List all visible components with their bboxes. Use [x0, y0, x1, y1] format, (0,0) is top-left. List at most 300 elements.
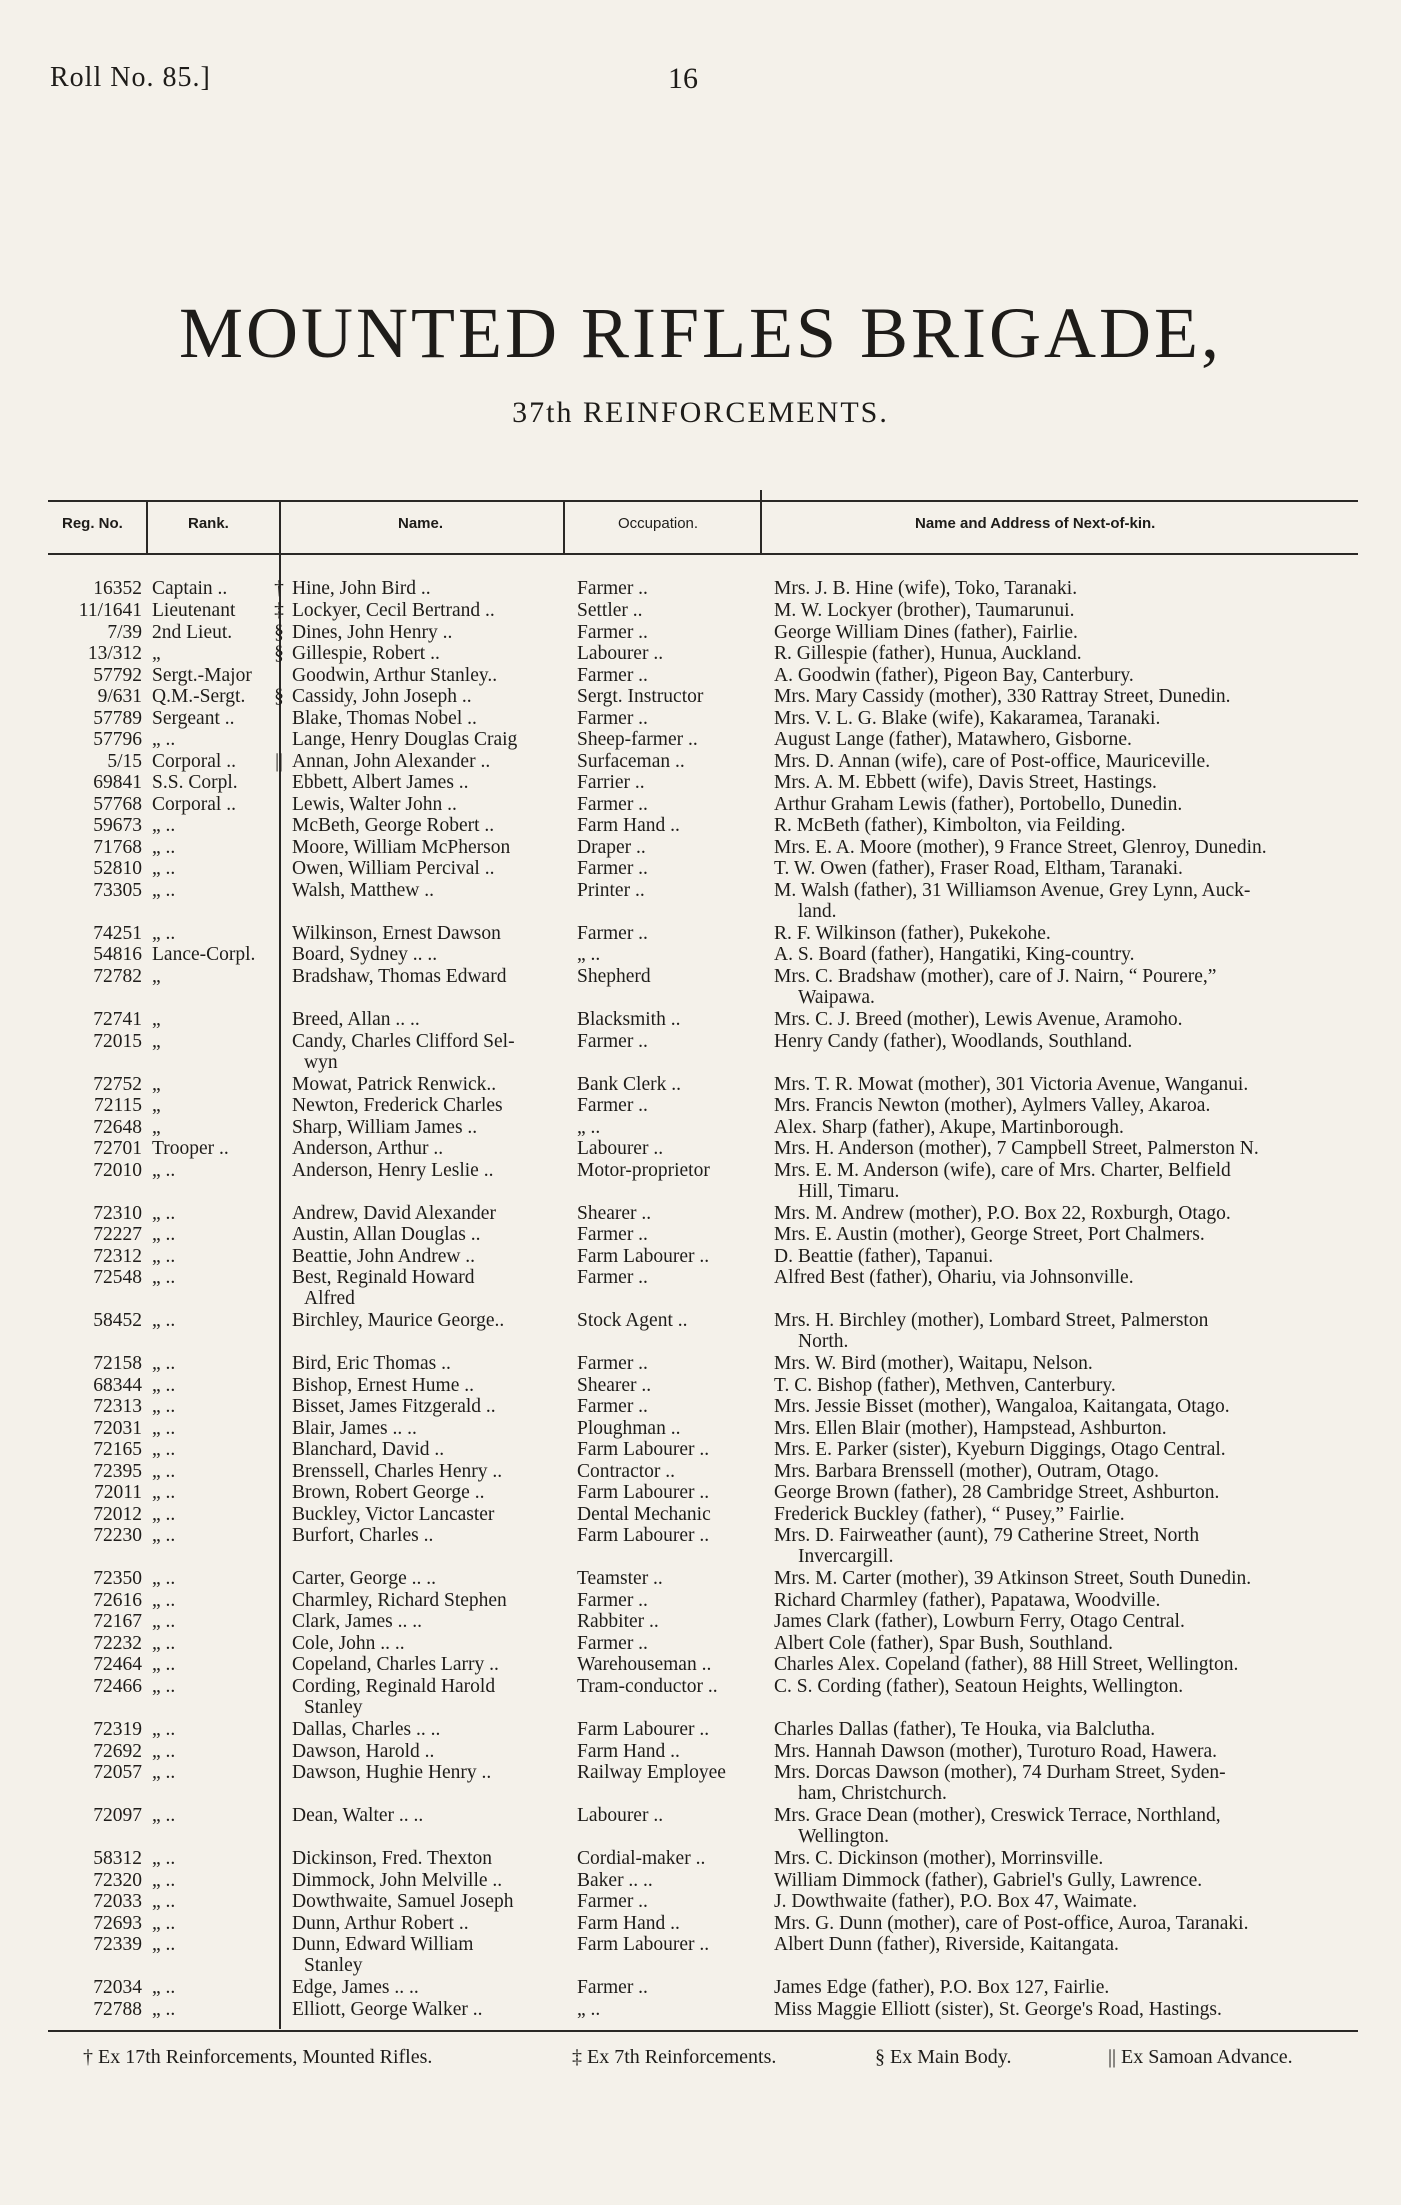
- next-of-kin: Albert Cole (father), Spar Bush, Southland.: [774, 1633, 1114, 1654]
- rank: Q.M.-Sergt.: [152, 686, 246, 707]
- soldier-name-continued: Stanley: [304, 1955, 363, 1976]
- reg-number: 72752: [93, 1074, 142, 1095]
- reg-number: 72158: [93, 1353, 142, 1374]
- next-of-kin: C. S. Cording (father), Seatoun Heights, Wellington.: [774, 1676, 1184, 1697]
- occupation: Farm Labourer ..: [577, 1934, 710, 1955]
- rank: „: [152, 966, 161, 987]
- soldier-name: McBeth, George Robert ..: [292, 815, 495, 836]
- soldier-name: Dallas, Charles .. ..: [292, 1719, 441, 1740]
- rank: „ ..: [152, 1224, 176, 1245]
- next-of-kin: Henry Candy (father), Woodlands, Southland.: [774, 1031, 1133, 1052]
- reg-number: 72310: [93, 1203, 142, 1224]
- soldier-name: Anderson, Arthur ..: [292, 1138, 444, 1159]
- occupation: Farmer ..: [577, 1224, 648, 1245]
- reg-number: 72033: [93, 1891, 142, 1912]
- rank: „: [152, 1074, 161, 1095]
- next-of-kin: Mrs. Ellen Blair (mother), Hampstead, Ashburton.: [774, 1418, 1167, 1439]
- occupation: Sergt. Instructor: [577, 686, 704, 707]
- rank: „ ..: [152, 1891, 176, 1912]
- soldier-name: Dowthwaite, Samuel Joseph: [292, 1891, 514, 1912]
- rank: „ ..: [152, 1870, 176, 1891]
- next-of-kin: Mrs. V. L. G. Blake (wife), Kakaramea, Taranaki.: [774, 708, 1161, 729]
- next-of-kin: A. Goodwin (father), Pigeon Bay, Canterbury.: [774, 665, 1134, 686]
- soldier-name: Dean, Walter .. ..: [292, 1805, 424, 1826]
- soldier-name: Charmley, Richard Stephen: [292, 1590, 507, 1611]
- next-of-kin: Mrs. H. Anderson (mother), 7 Campbell Street, Palmerston N.: [774, 1138, 1259, 1159]
- occupation: Labourer ..: [577, 1138, 664, 1159]
- reg-number: 72011: [93, 1482, 142, 1503]
- next-of-kin: Mrs. H. Birchley (mother), Lombard Street, Palmerston: [774, 1310, 1209, 1331]
- reg-number: 72319: [93, 1719, 142, 1740]
- rank: „ ..: [152, 1848, 176, 1869]
- next-of-kin: Mrs. Francis Newton (mother), Aylmers Valley, Akaroa.: [774, 1095, 1211, 1116]
- reg-number: 57796: [93, 729, 142, 750]
- occupation: Farm Labourer ..: [577, 1719, 710, 1740]
- soldier-name: Brown, Robert George ..: [292, 1482, 485, 1503]
- soldier-name: Burfort, Charles ..: [292, 1525, 434, 1546]
- soldier-name: Sharp, William James ..: [292, 1117, 478, 1138]
- rank: „ ..: [152, 1525, 176, 1546]
- reg-number: 72782: [93, 966, 142, 987]
- reg-number: 72466: [93, 1676, 142, 1697]
- occupation: Farmer ..: [577, 858, 648, 879]
- next-of-kin: Mrs. J. B. Hine (wife), Toko, Taranaki.: [774, 578, 1078, 599]
- note-mark: ‡: [274, 600, 284, 621]
- reg-number: 72693: [93, 1913, 142, 1934]
- soldier-name: Bradshaw, Thomas Edward: [292, 966, 507, 987]
- soldier-name: Anderson, Henry Leslie ..: [292, 1160, 494, 1181]
- rank: Captain ..: [152, 578, 228, 599]
- soldier-name: Clark, James .. ..: [292, 1611, 422, 1632]
- next-of-kin: Richard Charmley (father), Papatawa, Woodville.: [774, 1590, 1161, 1611]
- occupation: Baker .. ..: [577, 1870, 653, 1891]
- reg-number: 57768: [93, 794, 142, 815]
- rank: „ ..: [152, 1375, 176, 1396]
- rank: „ ..: [152, 1203, 176, 1224]
- occupation: Farmer ..: [577, 1031, 648, 1052]
- note-mark: ||: [275, 751, 283, 772]
- rank: „ ..: [152, 1504, 176, 1525]
- rank: „ ..: [152, 1762, 176, 1783]
- reg-number: 72692: [93, 1741, 142, 1762]
- rank: „ ..: [152, 837, 176, 858]
- reg-number: 72616: [93, 1590, 142, 1611]
- rank: „: [152, 643, 161, 664]
- note-mark: §: [274, 622, 284, 643]
- next-of-kin: Mrs. A. M. Ebbett (wife), Davis Street, Hastings.: [774, 772, 1157, 793]
- next-of-kin: Alfred Best (father), Ohariu, via Johnsonville.: [774, 1267, 1134, 1288]
- next-of-kin: R. F. Wilkinson (father), Pukekohe.: [774, 923, 1051, 944]
- reg-number: 72057: [93, 1762, 142, 1783]
- column-header-name: Name.: [398, 515, 444, 532]
- rank: „ ..: [152, 880, 176, 901]
- footnote: † Ex 17th Reinforcements, Mounted Rifles.: [83, 2046, 433, 2068]
- rank: „ ..: [152, 729, 176, 750]
- soldier-name: Lange, Henry Douglas Craig: [292, 729, 518, 750]
- reg-number: 72701: [93, 1138, 142, 1159]
- soldier-name: Lockyer, Cecil Bertrand ..: [292, 600, 495, 621]
- soldier-name: Goodwin, Arthur Stanley..: [292, 665, 498, 686]
- soldier-name: Annan, John Alexander ..: [292, 751, 491, 772]
- rank: „ ..: [152, 1310, 176, 1331]
- occupation: Farmer ..: [577, 1590, 648, 1611]
- soldier-name: Brenssell, Charles Henry ..: [292, 1461, 503, 1482]
- soldier-name: Edge, James .. ..: [292, 1977, 419, 1998]
- soldier-name-continued: wyn: [304, 1052, 338, 1073]
- reg-number: 72012: [93, 1504, 142, 1525]
- occupation: Farmer ..: [577, 1267, 648, 1288]
- next-of-kin: M. Walsh (father), 31 Williamson Avenue, Grey Lynn, Auck-: [774, 880, 1251, 901]
- page-title: MOUNTED RIFLES BRIGADE,: [178, 293, 1222, 373]
- reg-number: 72741: [93, 1009, 142, 1030]
- next-of-kin-continued: land.: [798, 901, 837, 922]
- reg-number: 72339: [93, 1934, 142, 1955]
- rank: „ ..: [152, 858, 176, 879]
- reg-number: 72230: [93, 1525, 142, 1546]
- soldier-name: Dickinson, Fred. Thexton: [292, 1848, 493, 1869]
- next-of-kin: J. Dowthwaite (father), P.O. Box 47, Waimate.: [774, 1891, 1138, 1912]
- rank: „ ..: [152, 1568, 176, 1589]
- occupation: Farm Labourer ..: [577, 1482, 710, 1503]
- occupation: Farmer ..: [577, 1633, 648, 1654]
- reg-number: 72464: [93, 1654, 142, 1675]
- next-of-kin: Arthur Graham Lewis (father), Portobello, Dunedin.: [774, 794, 1183, 815]
- rank: 2nd Lieut.: [152, 622, 233, 643]
- soldier-name: Candy, Charles Clifford Sel-: [292, 1031, 515, 1052]
- next-of-kin-continued: ham, Christchurch.: [798, 1783, 947, 1804]
- page-number: 16: [668, 62, 698, 95]
- occupation: Farmer ..: [577, 1095, 648, 1116]
- reg-number: 74251: [93, 923, 142, 944]
- soldier-name: Walsh, Matthew ..: [292, 880, 434, 901]
- next-of-kin: Mrs. C. Bradshaw (mother), care of J. Nairn, “ Pourere,”: [774, 966, 1217, 987]
- soldier-name: Blanchard, David ..: [292, 1439, 445, 1460]
- rank: „ ..: [152, 1741, 176, 1762]
- footnote: || Ex Samoan Advance.: [1108, 2046, 1293, 2068]
- next-of-kin: Mrs. M. Andrew (mother), P.O. Box 22, Roxburgh, Otago.: [774, 1203, 1231, 1224]
- rank: „: [152, 1009, 161, 1030]
- next-of-kin: A. S. Board (father), Hangatiki, King-country.: [774, 944, 1135, 965]
- rank: „ ..: [152, 1590, 176, 1611]
- reg-number: 13/312: [87, 643, 142, 664]
- next-of-kin: Charles Dallas (father), Te Houka, via Balclutha.: [774, 1719, 1156, 1740]
- reg-number: 72312: [93, 1246, 142, 1267]
- soldier-name-continued: Alfred: [304, 1288, 355, 1309]
- soldier-name: Hine, John Bird ..: [292, 578, 431, 599]
- occupation: Farmer ..: [577, 794, 648, 815]
- soldier-name: Dawson, Hughie Henry ..: [292, 1762, 492, 1783]
- note-mark: †: [274, 578, 284, 599]
- reg-number: 72232: [93, 1633, 142, 1654]
- soldier-name: Dimmock, John Melville ..: [292, 1870, 503, 1891]
- soldier-name: Lewis, Walter John ..: [292, 794, 457, 815]
- occupation: „ ..: [577, 944, 601, 965]
- occupation: Farm Hand ..: [577, 1741, 680, 1762]
- occupation: Tram-conductor ..: [577, 1676, 718, 1697]
- rank: Sergt.-Major: [152, 665, 252, 686]
- rank: „ ..: [152, 923, 176, 944]
- next-of-kin: R. McBeth (father), Kimbolton, via Feilding.: [774, 815, 1126, 836]
- reg-number: 72548: [93, 1267, 142, 1288]
- reg-number: 5/15: [107, 751, 142, 772]
- occupation: Farmer ..: [577, 622, 648, 643]
- next-of-kin: Alex. Sharp (father), Akupe, Martinborough.: [774, 1117, 1124, 1138]
- reg-number: 72165: [93, 1439, 142, 1460]
- reg-number: 58452: [93, 1310, 142, 1331]
- next-of-kin: Mrs. E. A. Moore (mother), 9 France Street, Glenroy, Dunedin.: [774, 837, 1267, 858]
- rank: Lance-Corpl.: [152, 944, 256, 965]
- occupation: Motor-proprietor: [577, 1160, 710, 1181]
- soldier-name: Dawson, Harold ..: [292, 1741, 435, 1762]
- occupation: Draper ..: [577, 837, 646, 858]
- occupation: Farm Labourer ..: [577, 1246, 710, 1267]
- soldier-name: Breed, Allan .. ..: [292, 1009, 420, 1030]
- next-of-kin: T. W. Owen (father), Fraser Road, Eltham, Taranaki.: [774, 858, 1183, 879]
- reg-number: 68344: [93, 1375, 142, 1396]
- next-of-kin: Mrs. E. Parker (sister), Kyeburn Diggings, Otago Central.: [774, 1439, 1226, 1460]
- reg-number: 72648: [93, 1117, 142, 1138]
- reg-number: 72313: [93, 1396, 142, 1417]
- occupation: Shepherd: [577, 966, 651, 987]
- soldier-name: Bisset, James Fitzgerald ..: [292, 1396, 496, 1417]
- rank: „ ..: [152, 1246, 176, 1267]
- next-of-kin: T. C. Bishop (father), Methven, Canterbury.: [774, 1375, 1116, 1396]
- rank: S.S. Corpl.: [152, 772, 238, 793]
- occupation: Farmer ..: [577, 578, 648, 599]
- reg-number: 72097: [93, 1805, 142, 1826]
- reg-number: 72350: [93, 1568, 142, 1589]
- rank: „ ..: [152, 1439, 176, 1460]
- occupation: Settler ..: [577, 600, 643, 621]
- occupation: Stock Agent ..: [577, 1310, 688, 1331]
- next-of-kin: Mrs. W. Bird (mother), Waitapu, Nelson.: [774, 1353, 1093, 1374]
- next-of-kin: Mrs. Mary Cassidy (mother), 330 Rattray Street, Dunedin.: [774, 686, 1231, 707]
- rank: „ ..: [152, 1676, 176, 1697]
- occupation: Printer ..: [577, 880, 645, 901]
- rank: „ ..: [152, 1396, 176, 1417]
- occupation: Farmer ..: [577, 1977, 648, 1998]
- reg-number: 71768: [93, 837, 142, 858]
- next-of-kin: Mrs. Jessie Bisset (mother), Wangaloa, Kaitangata, Otago.: [774, 1396, 1230, 1417]
- soldier-name: Moore, William McPherson: [292, 837, 511, 858]
- next-of-kin: James Clark (father), Lowburn Ferry, Otago Central.: [774, 1611, 1185, 1632]
- footnote: § Ex Main Body.: [875, 2046, 1012, 2068]
- occupation: Farm Labourer ..: [577, 1525, 710, 1546]
- reg-number: 72395: [93, 1461, 142, 1482]
- occupation: Blacksmith ..: [577, 1009, 681, 1030]
- next-of-kin: Mrs. Grace Dean (mother), Creswick Terrace, Northland,: [774, 1805, 1221, 1826]
- rank: „ ..: [152, 815, 176, 836]
- rank: „ ..: [152, 1999, 176, 2020]
- occupation: Farmer ..: [577, 665, 648, 686]
- soldier-name: Mowat, Patrick Renwick..: [292, 1074, 497, 1095]
- soldier-name: Wilkinson, Ernest Dawson: [292, 923, 501, 944]
- soldier-name: Austin, Allan Douglas ..: [292, 1224, 481, 1245]
- soldier-name: Dunn, Arthur Robert ..: [292, 1913, 469, 1934]
- reg-number: 57792: [93, 665, 142, 686]
- roll-number: Roll No. 85.]: [50, 62, 211, 93]
- soldier-name: Newton, Frederick Charles: [292, 1095, 503, 1116]
- rank: „ ..: [152, 1654, 176, 1675]
- reg-number: 72788: [93, 1999, 142, 2020]
- next-of-kin: Mrs. D. Fairweather (aunt), 79 Catherine Street, North: [774, 1525, 1200, 1546]
- rank: Sergeant ..: [152, 708, 235, 729]
- soldier-name: Bishop, Ernest Hume ..: [292, 1375, 474, 1396]
- reg-number: 72320: [93, 1870, 142, 1891]
- footnote: ‡ Ex 7th Reinforcements.: [572, 2046, 777, 2068]
- occupation: Shearer ..: [577, 1375, 652, 1396]
- next-of-kin: Mrs. Hannah Dawson (mother), Turoturo Road, Hawera.: [774, 1741, 1218, 1762]
- next-of-kin: Mrs. Barbara Brenssell (mother), Outram, Otago.: [774, 1461, 1160, 1482]
- soldier-name: Board, Sydney .. ..: [292, 944, 438, 965]
- soldier-name: Copeland, Charles Larry ..: [292, 1654, 499, 1675]
- next-of-kin: Miss Maggie Elliott (sister), St. George's Road, Hastings.: [774, 1999, 1222, 2020]
- reg-number: 69841: [93, 772, 142, 793]
- soldier-name: Dunn, Edward William: [292, 1934, 474, 1955]
- rank: Lieutenant: [152, 600, 236, 621]
- next-of-kin: George William Dines (father), Fairlie.: [774, 622, 1078, 643]
- soldier-name: Bird, Eric Thomas ..: [292, 1353, 451, 1374]
- occupation: Farmer ..: [577, 1353, 648, 1374]
- next-of-kin: Mrs. G. Dunn (mother), care of Post-office, Auroa, Taranaki.: [774, 1913, 1249, 1934]
- soldier-name: Cassidy, John Joseph ..: [292, 686, 472, 707]
- rank: „: [152, 1117, 161, 1138]
- next-of-kin: Mrs. D. Annan (wife), care of Post-office, Mauriceville.: [774, 751, 1211, 772]
- note-mark: §: [274, 686, 284, 707]
- reg-number: 72227: [93, 1224, 142, 1245]
- reg-number: 72115: [93, 1095, 142, 1116]
- occupation: Teamster ..: [577, 1568, 663, 1589]
- next-of-kin: R. Gillespie (father), Hunua, Auckland.: [774, 643, 1082, 664]
- occupation: Labourer ..: [577, 643, 664, 664]
- occupation: Shearer ..: [577, 1203, 652, 1224]
- occupation: „ ..: [577, 1117, 601, 1138]
- occupation: Contractor ..: [577, 1461, 676, 1482]
- reg-number: 72015: [93, 1031, 142, 1052]
- soldier-name-continued: Stanley: [304, 1697, 363, 1718]
- page-subtitle: 37th REINFORCEMENTS.: [512, 396, 889, 429]
- rank: „ ..: [152, 1611, 176, 1632]
- reg-number: 7/39: [107, 622, 142, 643]
- reg-number: 11/1641: [78, 600, 142, 621]
- rank: „ ..: [152, 1418, 176, 1439]
- next-of-kin: James Edge (father), P.O. Box 127, Fairlie.: [774, 1977, 1110, 1998]
- occupation: Rabbiter ..: [577, 1611, 659, 1632]
- reg-number: 58312: [93, 1848, 142, 1869]
- soldier-name: Blair, James .. ..: [292, 1418, 417, 1439]
- column-header-rank: Rank.: [188, 515, 229, 532]
- soldier-name: Birchley, Maurice George..: [292, 1310, 505, 1331]
- soldier-name: Blake, Thomas Nobel ..: [292, 708, 477, 729]
- next-of-kin: Mrs. T. R. Mowat (mother), 301 Victoria Avenue, Wanganui.: [774, 1074, 1249, 1095]
- soldier-name: Dines, John Henry ..: [292, 622, 453, 643]
- occupation: Farmer ..: [577, 708, 648, 729]
- soldier-name: Carter, George .. ..: [292, 1568, 436, 1589]
- column-header-next-of-kin: Name and Address of Next-of-kin.: [915, 515, 1156, 532]
- reg-number: 72031: [93, 1418, 142, 1439]
- rank: „ ..: [152, 1633, 176, 1654]
- next-of-kin: D. Beattie (father), Tapanui.: [774, 1246, 994, 1267]
- next-of-kin: M. W. Lockyer (brother), Taumarunui.: [774, 600, 1075, 621]
- reg-number: 72034: [93, 1977, 142, 1998]
- occupation: Surfaceman ..: [577, 751, 685, 772]
- reg-number: 9/631: [97, 686, 142, 707]
- rank: „ ..: [152, 1267, 176, 1288]
- rank: „ ..: [152, 1160, 176, 1181]
- occupation: Warehouseman ..: [577, 1654, 712, 1675]
- next-of-kin: Charles Alex. Copeland (father), 88 Hill Street, Wellington.: [774, 1654, 1239, 1675]
- reg-number: 59673: [93, 815, 142, 836]
- occupation: „ ..: [577, 1999, 601, 2020]
- reg-number: 16352: [93, 578, 142, 599]
- next-of-kin: Mrs. M. Carter (mother), 39 Atkinson Street, South Dunedin.: [774, 1568, 1252, 1589]
- reg-number: 72010: [93, 1160, 142, 1181]
- soldier-name: Cording, Reginald Harold: [292, 1676, 496, 1697]
- occupation: Farm Hand ..: [577, 815, 680, 836]
- reg-number: 72167: [93, 1611, 142, 1632]
- rank: „: [152, 1031, 161, 1052]
- occupation: Dental Mechanic: [577, 1504, 711, 1525]
- occupation: Farmer ..: [577, 923, 648, 944]
- soldier-name: Andrew, David Alexander: [292, 1203, 496, 1224]
- next-of-kin: Albert Dunn (father), Riverside, Kaitangata.: [774, 1934, 1119, 1955]
- next-of-kin: August Lange (father), Matawhero, Gisborne.: [774, 729, 1132, 750]
- rank: „ ..: [152, 1805, 176, 1826]
- occupation: Labourer ..: [577, 1805, 664, 1826]
- reg-number: 54816: [93, 944, 142, 965]
- rank: „ ..: [152, 1461, 176, 1482]
- rank: „ ..: [152, 1482, 176, 1503]
- next-of-kin-continued: Invercargill.: [798, 1546, 894, 1567]
- next-of-kin-continued: Waipawa.: [798, 987, 875, 1008]
- rank: Trooper ..: [152, 1138, 229, 1159]
- occupation: Sheep-farmer ..: [577, 729, 698, 750]
- column-header-occupation: Occupation.: [618, 515, 699, 532]
- occupation: Railway Employee: [577, 1762, 726, 1783]
- reg-number: 52810: [93, 858, 142, 879]
- rank: „ ..: [152, 1353, 176, 1374]
- rank: „: [152, 1095, 161, 1116]
- rank: „ ..: [152, 1719, 176, 1740]
- next-of-kin: Mrs. E. Austin (mother), George Street, Port Chalmers.: [774, 1224, 1205, 1245]
- rank: Corporal ..: [152, 751, 236, 772]
- soldier-name: Buckley, Victor Lancaster: [292, 1504, 495, 1525]
- next-of-kin-continued: Wellington.: [798, 1826, 890, 1847]
- next-of-kin: William Dimmock (father), Gabriel's Gully, Lawrence.: [774, 1870, 1203, 1891]
- soldier-name: Ebbett, Albert James ..: [292, 772, 469, 793]
- next-of-kin-continued: Hill, Timaru.: [798, 1181, 900, 1202]
- column-header-reg: Reg. No.: [62, 515, 123, 532]
- occupation: Farrier ..: [577, 772, 645, 793]
- next-of-kin-continued: North.: [798, 1331, 849, 1352]
- occupation: Ploughman ..: [577, 1418, 681, 1439]
- next-of-kin: Mrs. Dorcas Dawson (mother), 74 Durham Street, Syden-: [774, 1762, 1226, 1783]
- soldier-name: Owen, William Percival ..: [292, 858, 495, 879]
- soldier-name: Cole, John .. ..: [292, 1633, 405, 1654]
- soldier-name: Best, Reginald Howard: [292, 1267, 475, 1288]
- occupation: Farmer ..: [577, 1891, 648, 1912]
- next-of-kin: Mrs. E. M. Anderson (wife), care of Mrs. Charter, Belfield: [774, 1160, 1231, 1181]
- rank: „ ..: [152, 1977, 176, 1998]
- occupation: Bank Clerk ..: [577, 1074, 681, 1095]
- soldier-name: Gillespie, Robert ..: [292, 643, 440, 664]
- occupation: Farm Hand ..: [577, 1913, 680, 1934]
- note-mark: §: [274, 643, 284, 664]
- soldier-name: Elliott, George Walker ..: [292, 1999, 483, 2020]
- occupation: Farmer ..: [577, 1396, 648, 1417]
- reg-number: 57789: [93, 708, 142, 729]
- soldier-name: Beattie, John Andrew ..: [292, 1246, 476, 1267]
